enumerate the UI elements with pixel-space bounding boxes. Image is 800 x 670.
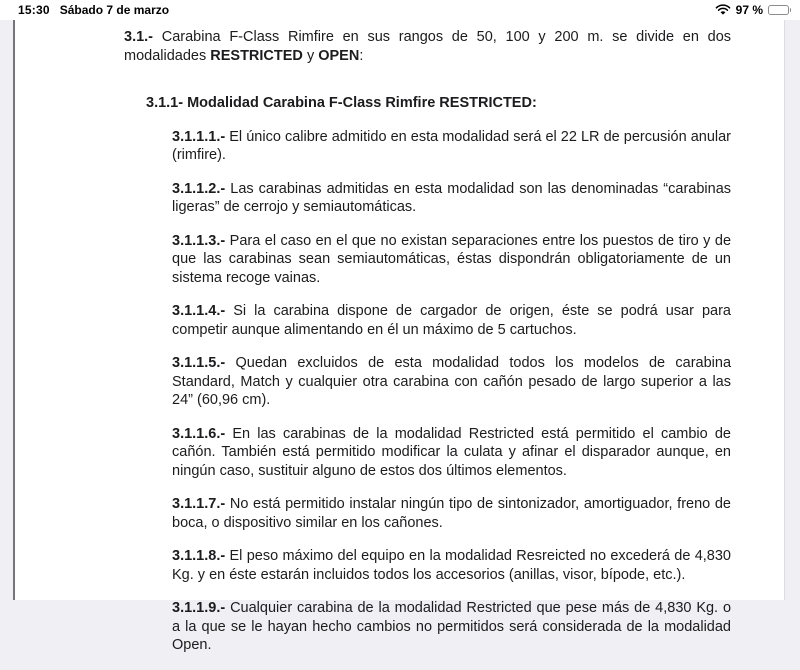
intro-paragraph bbox=[124, 28, 731, 65]
bold-term-open: OPEN bbox=[318, 47, 360, 64]
paragraph-number: 3.1.1.3.- bbox=[172, 232, 226, 249]
paragraph-text: El peso máximo del equipo en la modalidad Resreicted no excederá de 4,830 Kg. y en éste estarán incluidos todos los accesorios (anillas, visor, bípode, etc.). bbox=[172, 548, 731, 583]
page-edge-line bbox=[13, 20, 15, 600]
paragraph-text: y bbox=[306, 47, 315, 64]
paragraph-text: Para el caso en el que no existan separaciones entre los puestos de tiro y de que las carabinas sean semiautomáticas, éstas dispondrán obligatoriamente de un sistema recoge vainas. bbox=[172, 232, 732, 286]
paragraph-text: El único calibre admitido en esta modalidad será el 22 LR de percusión anular (rimfire). bbox=[172, 128, 731, 163]
battery-cap bbox=[790, 8, 792, 12]
doc-paragraph bbox=[172, 180, 731, 217]
section-heading: 3.1.1- Modalidad Carabina F-Class Rimfire RESTRICTED: bbox=[146, 95, 537, 111]
paragraph-text: Las carabinas admitidas en esta modalidad son las denominadas “carabinas ligeras” de cerrojo y semiautomáticas. bbox=[172, 180, 732, 215]
paragraph-text: En las carabinas de la modalidad Restricted está permitido el cambio de cañón. También está permitido modificar la culata y afinar el disparador aunque, en ningún caso, sustituir alguno de estos dos últimos elementos. bbox=[172, 425, 731, 479]
doc-paragraph bbox=[172, 599, 731, 655]
paragraph-number: 3.1.1.2.- bbox=[172, 180, 226, 197]
status-date: Sábado 7 de marzo bbox=[59, 3, 170, 17]
status-time: 15:30 bbox=[18, 3, 50, 17]
paragraph-number: 3.1.1.5.- bbox=[172, 355, 226, 371]
wifi-icon bbox=[715, 4, 731, 16]
document-text bbox=[15, 20, 784, 670]
battery-icon bbox=[768, 5, 792, 16]
paragraph-text: Si la carabina dispone de cargador de origen, éste se podrá usar para competir aunque alimentando en él un máximo de 5 cartuchos. bbox=[172, 303, 731, 338]
status-bar-right bbox=[715, 3, 792, 17]
battery-percent: 97 % bbox=[735, 3, 763, 17]
paragraph-number: 3.1.1.6.- bbox=[172, 425, 226, 442]
status-bar-left bbox=[18, 3, 169, 17]
doc-paragraph bbox=[172, 495, 731, 532]
doc-paragraph bbox=[172, 128, 731, 165]
paragraph-number: 3.1.1.4.- bbox=[172, 303, 226, 319]
paragraph-number: 3.1.1.8.- bbox=[172, 548, 226, 564]
bold-term-restricted: RESTRICTED bbox=[210, 47, 303, 64]
paragraph-text: No está permitido instalar ningún tipo de sintonizador, amortiguador, freno de boca, o dispositivo similar en los cañones. bbox=[172, 496, 731, 531]
paragraph-text: Quedan excluidos de esta modalidad todos los modelos de carabina Standard, Match y cualquier otra carabina con cañón pesado de largo superior a las 24” (60,96 cm). bbox=[172, 355, 732, 408]
paragraph-text: Cualquier carabina de la modalidad Restricted que pese más de 4,830 Kg. o a la que se le hayan hecho cambios no permitidos será considerada de la modalidad Open. bbox=[172, 600, 732, 653]
doc-paragraph bbox=[172, 232, 731, 288]
doc-paragraph bbox=[172, 425, 731, 481]
battery-body bbox=[768, 5, 789, 15]
document-page[interactable] bbox=[15, 20, 785, 653]
doc-paragraph bbox=[172, 302, 731, 339]
pdf-viewer[interactable] bbox=[0, 20, 800, 653]
status-bar bbox=[0, 0, 800, 20]
paragraph-text: : bbox=[359, 47, 364, 64]
doc-paragraph bbox=[172, 354, 731, 410]
paragraph-number: 3.1.1.7.- bbox=[172, 496, 226, 512]
doc-paragraph bbox=[172, 547, 731, 584]
paragraph-number: 3.1.1.9.- bbox=[172, 600, 226, 616]
paragraph-text: Carabina F-Class Rimfire en sus rangos de 50, 100 y 200 m. se divide en dos modalidades bbox=[124, 29, 732, 64]
paragraph-number: 3.1.- bbox=[124, 29, 154, 45]
paragraph-number: 3.1.1.1.- bbox=[172, 128, 226, 145]
